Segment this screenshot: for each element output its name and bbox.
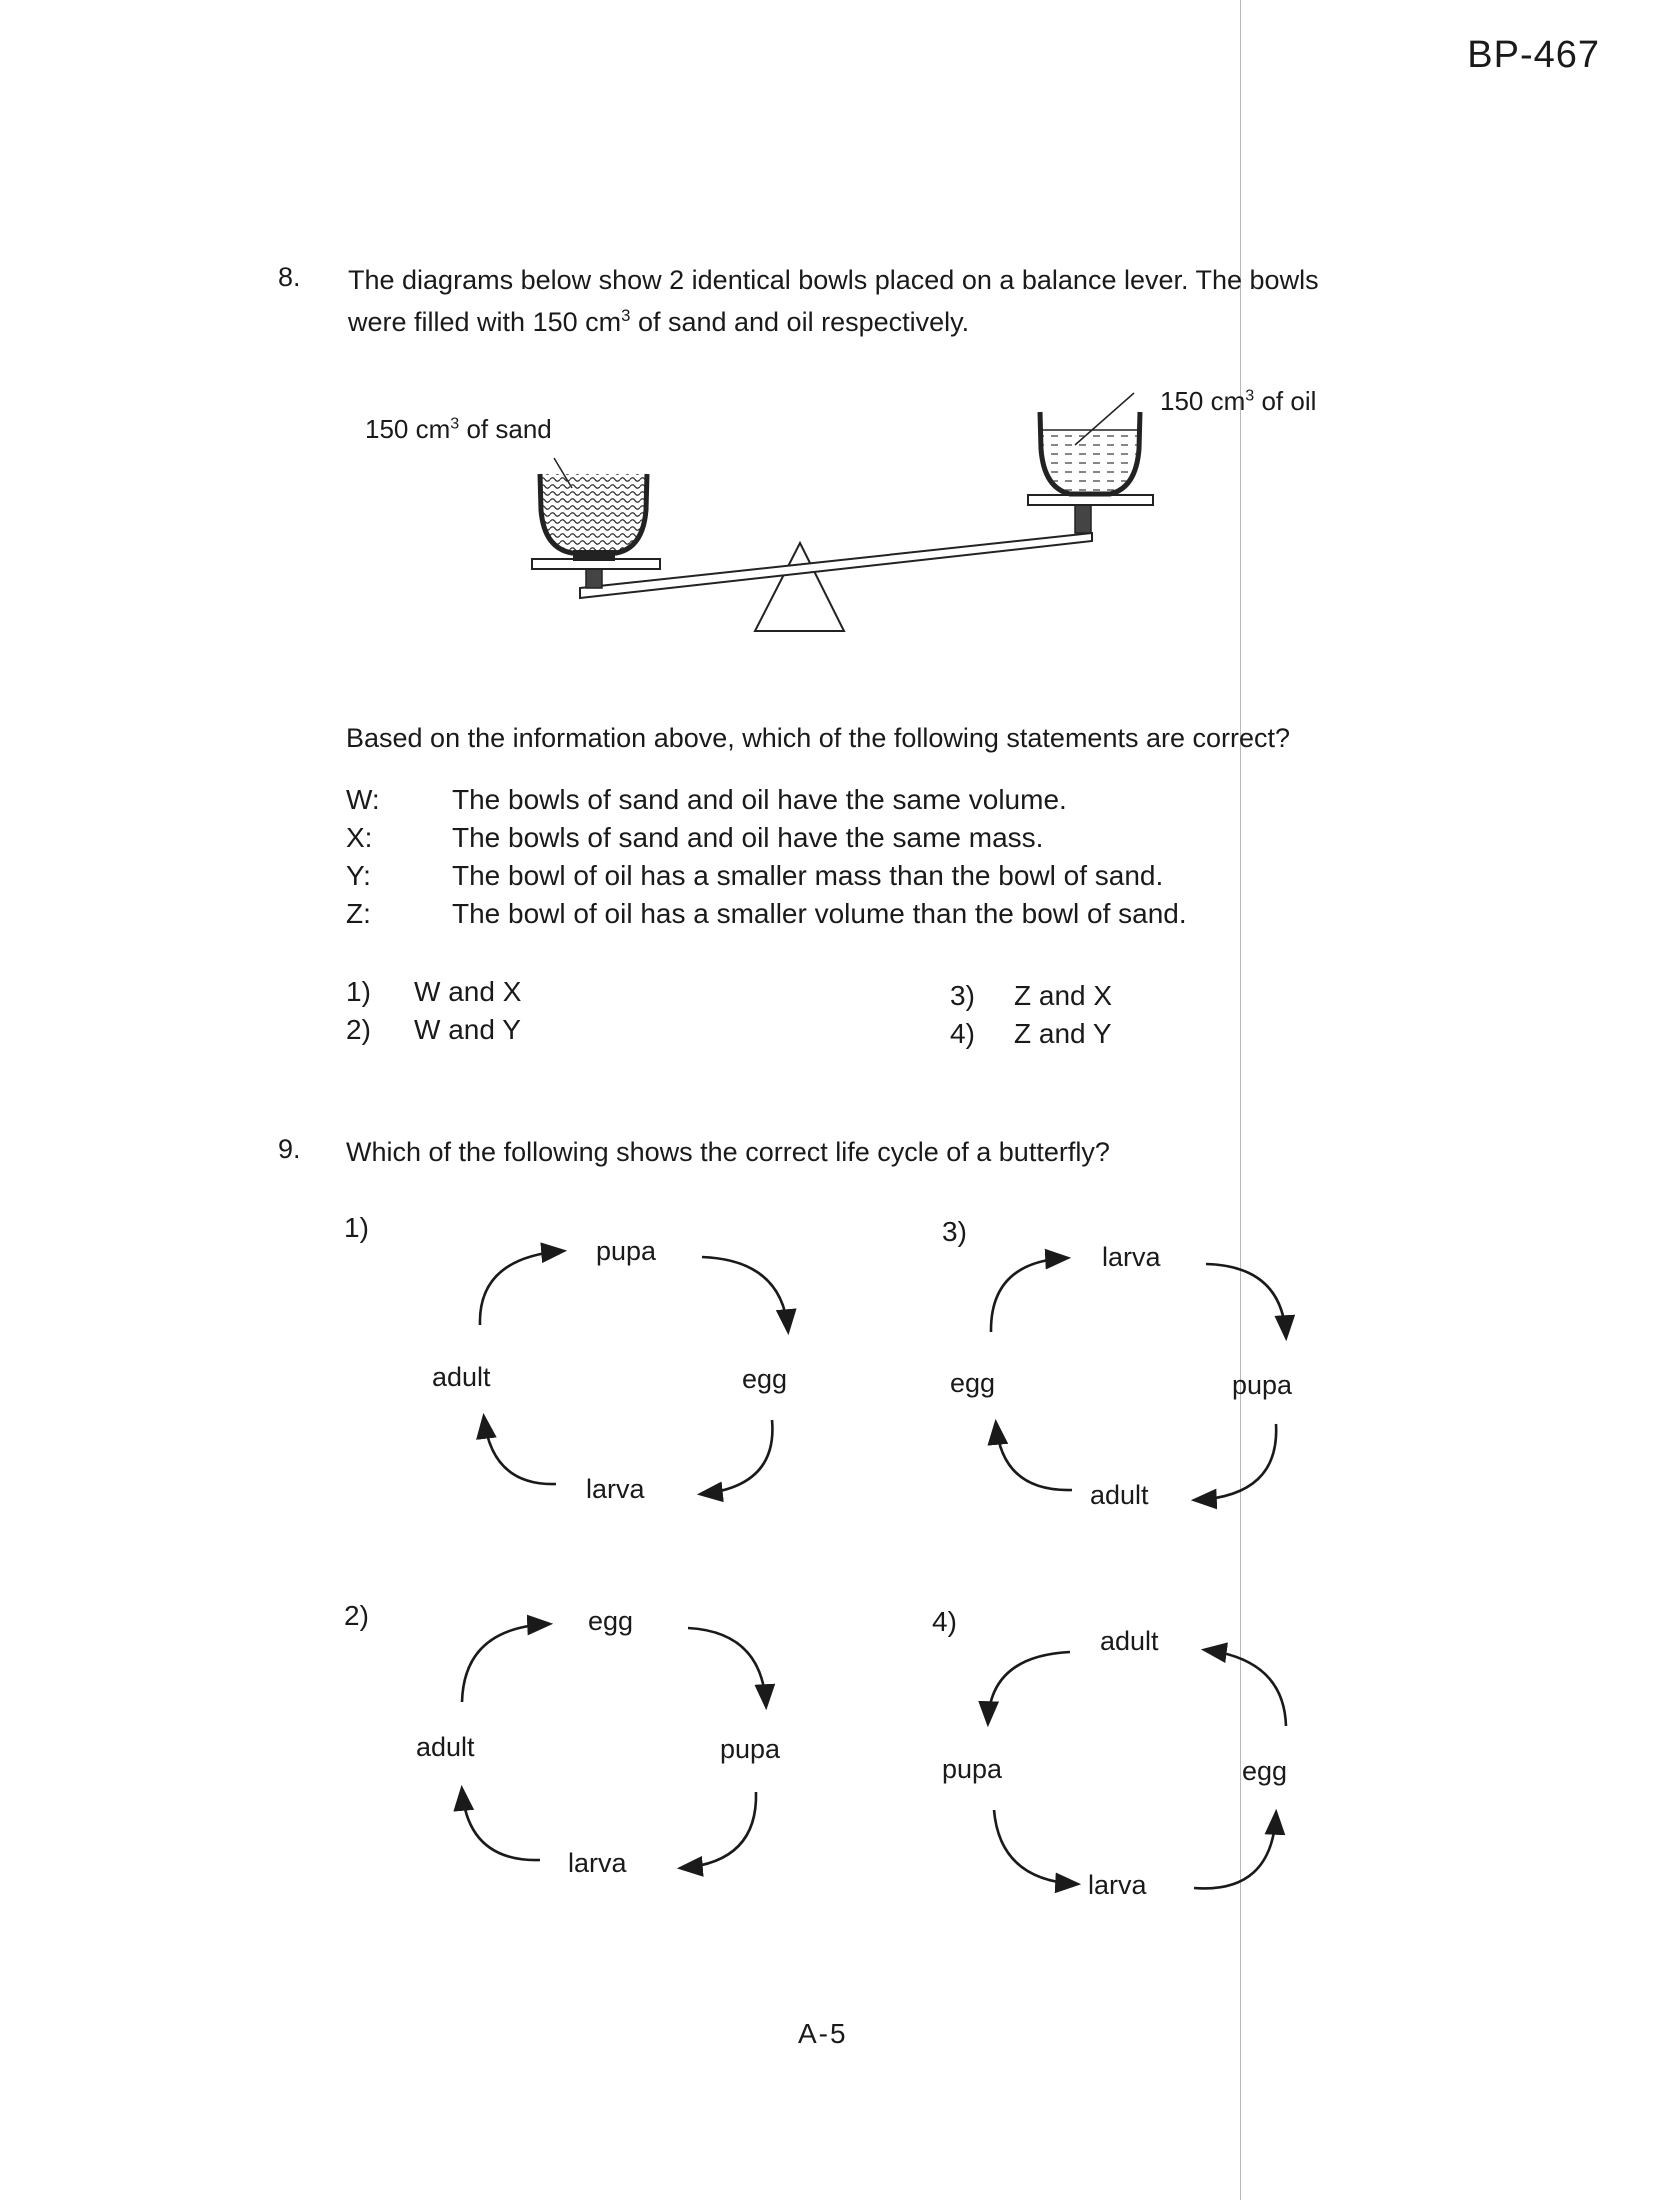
cycle-1-bottom-label: larva xyxy=(586,1474,645,1504)
cycle-1-arrow-bottom-right xyxy=(702,1420,772,1494)
question-9-number: 9. xyxy=(278,1134,301,1164)
question-8-text-line2: were filled with 150 $cm^3$ of sand and oil respectively. xyxy=(348,306,970,337)
statement-z-text: The bowl of oil has a smaller volume than the bowl of sand. xyxy=(452,898,1187,929)
cycle-4-arrow-bottom-right xyxy=(1194,1814,1276,1888)
cycle-3-arrow-bottom-right xyxy=(1196,1424,1276,1500)
page-number: A-5 xyxy=(798,2018,848,2049)
cycle-4-right-label: egg xyxy=(1242,1756,1288,1786)
cycle-2-left-label: adult xyxy=(416,1732,475,1762)
cycle-1-arrow-top-left xyxy=(480,1251,562,1325)
q8-option-4-number: 4) xyxy=(950,1018,975,1049)
cycle-3-number: 3) xyxy=(942,1216,967,1247)
cycle-3-left-label: egg xyxy=(950,1368,996,1398)
question-9-text: Which of the following shows the correct life cycle of a butterfly? xyxy=(346,1137,1110,1167)
cycle-2-arrow-bottom-right xyxy=(682,1792,756,1868)
cycle-2-number: 2) xyxy=(344,1600,369,1631)
cycle-1-top-label: pupa xyxy=(596,1236,657,1266)
oil-label: 150 $cm^3$ of oil xyxy=(1160,386,1317,416)
q8-option-2-text: W and Y xyxy=(414,1014,521,1045)
cycle-4-arrow-top-right xyxy=(1206,1650,1286,1726)
cycle-4-number: 4) xyxy=(932,1606,957,1637)
cycle-2-arrow-top-left xyxy=(462,1624,548,1702)
cycle-2-bottom-label: larva xyxy=(568,1848,627,1878)
cycle-3-arrow-top-left xyxy=(991,1258,1066,1332)
cycle-3-bottom-label: adult xyxy=(1090,1480,1149,1510)
q8-option-3-number: 3) xyxy=(950,980,975,1011)
cycle-1-arrow-top-right xyxy=(702,1257,788,1330)
statement-x-text: The bowls of sand and oil have the same mass. xyxy=(452,822,1044,853)
q8-option-3-text: Z and X xyxy=(1014,980,1113,1011)
question-8-number: 8. xyxy=(278,262,301,292)
cycle-1-right-label: egg xyxy=(742,1364,788,1394)
cycle-3-right-label: pupa xyxy=(1232,1370,1293,1400)
cycle-3-arrow-bottom-left xyxy=(996,1424,1072,1490)
cycle-2-arrow-top-right xyxy=(688,1628,766,1705)
statement-w-key: W: xyxy=(346,784,380,815)
cycle-1-left-label: adult xyxy=(432,1362,491,1392)
cycle-2-right-label: pupa xyxy=(720,1734,781,1764)
q8-option-2-number: 2) xyxy=(346,1014,371,1045)
statement-y-key: Y: xyxy=(346,860,371,891)
sand-label: 150 $cm^3$ of sand xyxy=(365,414,552,444)
statement-w-text: The bowls of sand and oil have the same volume. xyxy=(452,784,1067,815)
q8-option-1-text: W and X xyxy=(414,976,522,1007)
cycle-2-arrow-bottom-left xyxy=(462,1790,540,1860)
cycle-2-top-label: egg xyxy=(588,1606,634,1636)
question-8-text-line1: The diagrams below show 2 identical bowls placed on a balance lever. The bowls xyxy=(348,265,1319,295)
cycle-1-arrow-bottom-left xyxy=(484,1418,556,1484)
cycle-4-top-label: adult xyxy=(1100,1626,1159,1656)
document-code: BP-467 xyxy=(1467,34,1600,76)
cycle-1-number: 1) xyxy=(344,1212,369,1243)
cycle-3-arrow-top-right xyxy=(1206,1264,1286,1336)
statement-x-key: X: xyxy=(346,822,373,853)
cycle-4-arrow-bottom-left xyxy=(994,1810,1076,1884)
statement-z-key: Z: xyxy=(346,898,371,929)
question-8-prompt: Based on the information above, which of the following statements are correct? xyxy=(346,723,1291,753)
cycle-3-top-label: larva xyxy=(1102,1242,1161,1272)
q8-option-4-text: Z and Y xyxy=(1014,1018,1112,1049)
cycle-4-bottom-label: larva xyxy=(1088,1870,1147,1900)
statement-y-text: The bowl of oil has a smaller mass than the bowl of sand. xyxy=(452,860,1164,891)
cycle-4-arrow-top-left xyxy=(988,1652,1070,1722)
cycle-4-left-label: pupa xyxy=(942,1754,1003,1784)
q8-option-1-number: 1) xyxy=(346,976,371,1007)
